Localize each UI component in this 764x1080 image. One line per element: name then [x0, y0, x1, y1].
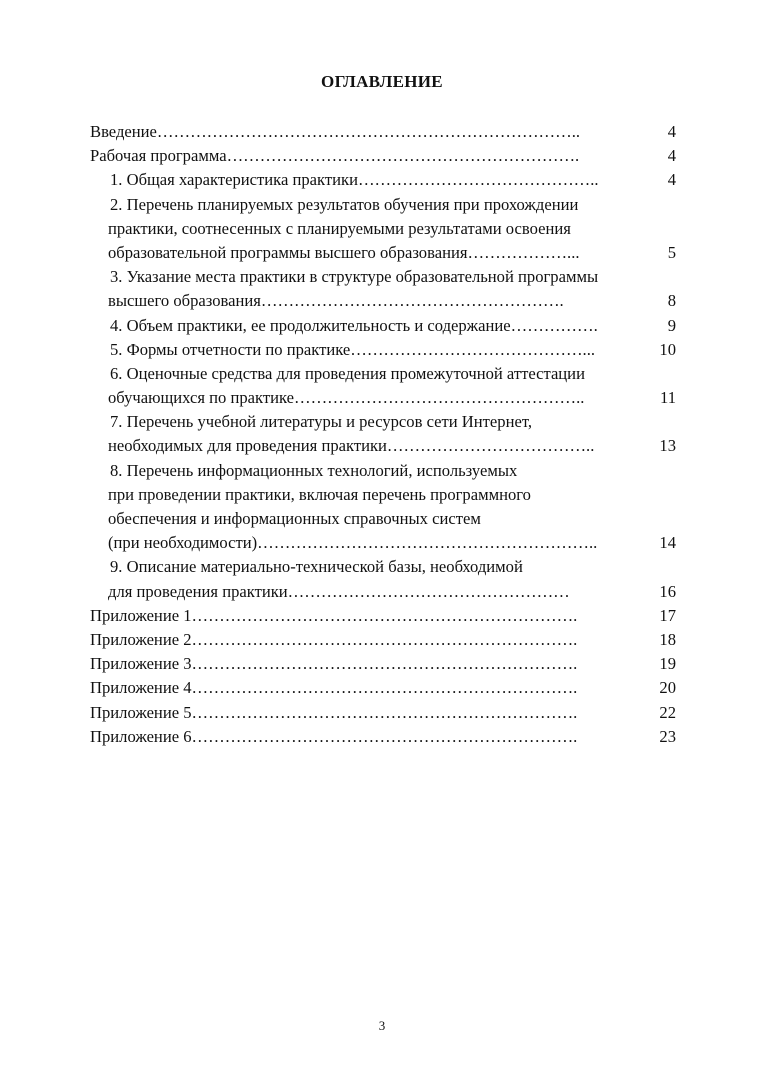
toc-entry-line [90, 507, 676, 531]
toc-entry-line [90, 386, 676, 410]
toc-entry-text: 1. Общая характеристика практики…………………………………….. [110, 170, 599, 190]
toc-page-number: 23 [659, 726, 676, 746]
toc-entry-text: 2. Перечень планируемых результатов обучения при прохождении [110, 194, 579, 214]
toc-entry-text: при проведении практики, включая перечень программного [108, 484, 531, 504]
toc-entry-text: Приложение 1……………………………………………………………. [90, 605, 578, 625]
toc-entry-text: Введение………………………………………………………………….. [90, 122, 581, 141]
toc-entry-text: обучающихся по практике…………………………………………….. [108, 388, 585, 408]
toc-entry-line [90, 410, 676, 434]
toc-entry-appendix-3[interactable] [90, 652, 676, 676]
toc-entry-appendix-4[interactable] [90, 676, 676, 700]
toc-entry-line [90, 362, 676, 386]
toc-entry-line [90, 555, 676, 579]
toc-page-number: 5 [667, 242, 676, 262]
toc-entry-text: Приложение 6……………………………………………………………. [90, 726, 578, 746]
toc-entry-line [90, 434, 676, 458]
toc-page-number: 13 [659, 436, 676, 456]
toc-entry-line [90, 265, 676, 289]
toc-entry-text: 7. Перечень учебной литературы и ресурсов сети Интернет, [110, 412, 532, 432]
toc-entry-appendix-5[interactable] [90, 701, 676, 725]
toc-entry-line [90, 483, 676, 507]
toc-page-number: 19 [659, 654, 676, 674]
toc-page-number: 16 [659, 581, 676, 601]
toc-entry-section-9[interactable] [90, 555, 676, 603]
toc-entry-text: обеспечения и информационных справочных систем [108, 509, 481, 528]
toc-entry-work-program[interactable] [90, 144, 676, 168]
toc-entry-text: Приложение 3……………………………………………………………. [90, 654, 578, 674]
toc-entry-appendix-6[interactable] [90, 725, 676, 749]
toc-page-number: 18 [659, 629, 676, 649]
page-number: 3 [378, 1018, 386, 1033]
toc-entry-text: 8. Перечень информационных технологий, используемых [110, 460, 518, 480]
toc-entry-section-2[interactable] [90, 193, 676, 266]
toc-entry-section-6[interactable] [90, 362, 676, 410]
toc-entry-section-8[interactable] [90, 459, 676, 556]
toc-entry-text: для проведения практики…………………………………………… [108, 581, 570, 601]
toc-page-number: 17 [659, 605, 676, 625]
toc-entry-line [90, 217, 676, 241]
toc-entry-text: Приложение 5……………………………………………………………. [90, 702, 578, 722]
toc-page-number: 4 [667, 146, 676, 166]
toc-entry-text: 9. Описание материально-технической базы, необходимой [110, 557, 523, 577]
toc-entry-section-5[interactable] [90, 338, 676, 362]
toc-entry-text: Приложение 4……………………………………………………………. [90, 678, 578, 698]
toc-entry-line [90, 289, 676, 313]
toc-entry-text: практики, соотнесенных с планируемыми результатами освоения [108, 218, 571, 238]
page-title: ОГЛАВЛЕНИЕ [321, 72, 443, 91]
toc-page-number: 8 [667, 291, 676, 311]
toc-entry-text: Рабочая программа………………………………………………………. [90, 146, 580, 166]
toc-entry-appendix-2[interactable] [90, 628, 676, 652]
toc-entry-introduction[interactable] [90, 120, 676, 144]
toc-page-number: 20 [659, 678, 676, 698]
toc-entry-text: 6. Оценочные средства для проведения промежуточной аттестации [110, 363, 585, 383]
toc-entry-text: 5. Формы отчетности по практике……………………………………... [110, 339, 595, 359]
toc-page-number: 4 [667, 122, 676, 141]
toc-entry-text: необходимых для проведения практики……………………………….. [108, 436, 595, 456]
toc-entry-text: 4. Объем практики, ее продолжительность и содержание……………. [110, 315, 598, 335]
toc-page-number: 22 [659, 702, 676, 722]
toc-entry-line [90, 241, 676, 265]
toc-page-number: 9 [667, 315, 676, 335]
toc-entry-text: (при необходимости)…………………………………………………….. [108, 533, 598, 553]
toc-entry-line [90, 531, 676, 555]
table-of-contents [90, 120, 676, 749]
toc-entry-section-3[interactable] [90, 265, 676, 313]
toc-entry-text: Приложение 2……………………………………………………………. [90, 629, 578, 649]
toc-entry-text: образовательной программы высшего образования………………... [108, 242, 580, 262]
toc-entry-section-1[interactable] [90, 168, 676, 192]
toc-page-number: 11 [660, 388, 676, 408]
toc-entry-section-4[interactable] [90, 314, 676, 338]
toc-entry-text: 3. Указание места практики в структуре образовательной программы [110, 267, 599, 287]
toc-entry-text: высшего образования………………………………………………. [108, 291, 564, 311]
toc-entry-line [90, 459, 676, 483]
toc-page-number: 10 [659, 339, 676, 359]
toc-entry-section-7[interactable] [90, 410, 676, 458]
toc-entry-line [90, 193, 676, 217]
toc-page-number: 4 [667, 170, 676, 190]
toc-entry-line [90, 580, 676, 604]
toc-page-number: 14 [659, 533, 676, 553]
toc-entry-appendix-1[interactable] [90, 604, 676, 628]
